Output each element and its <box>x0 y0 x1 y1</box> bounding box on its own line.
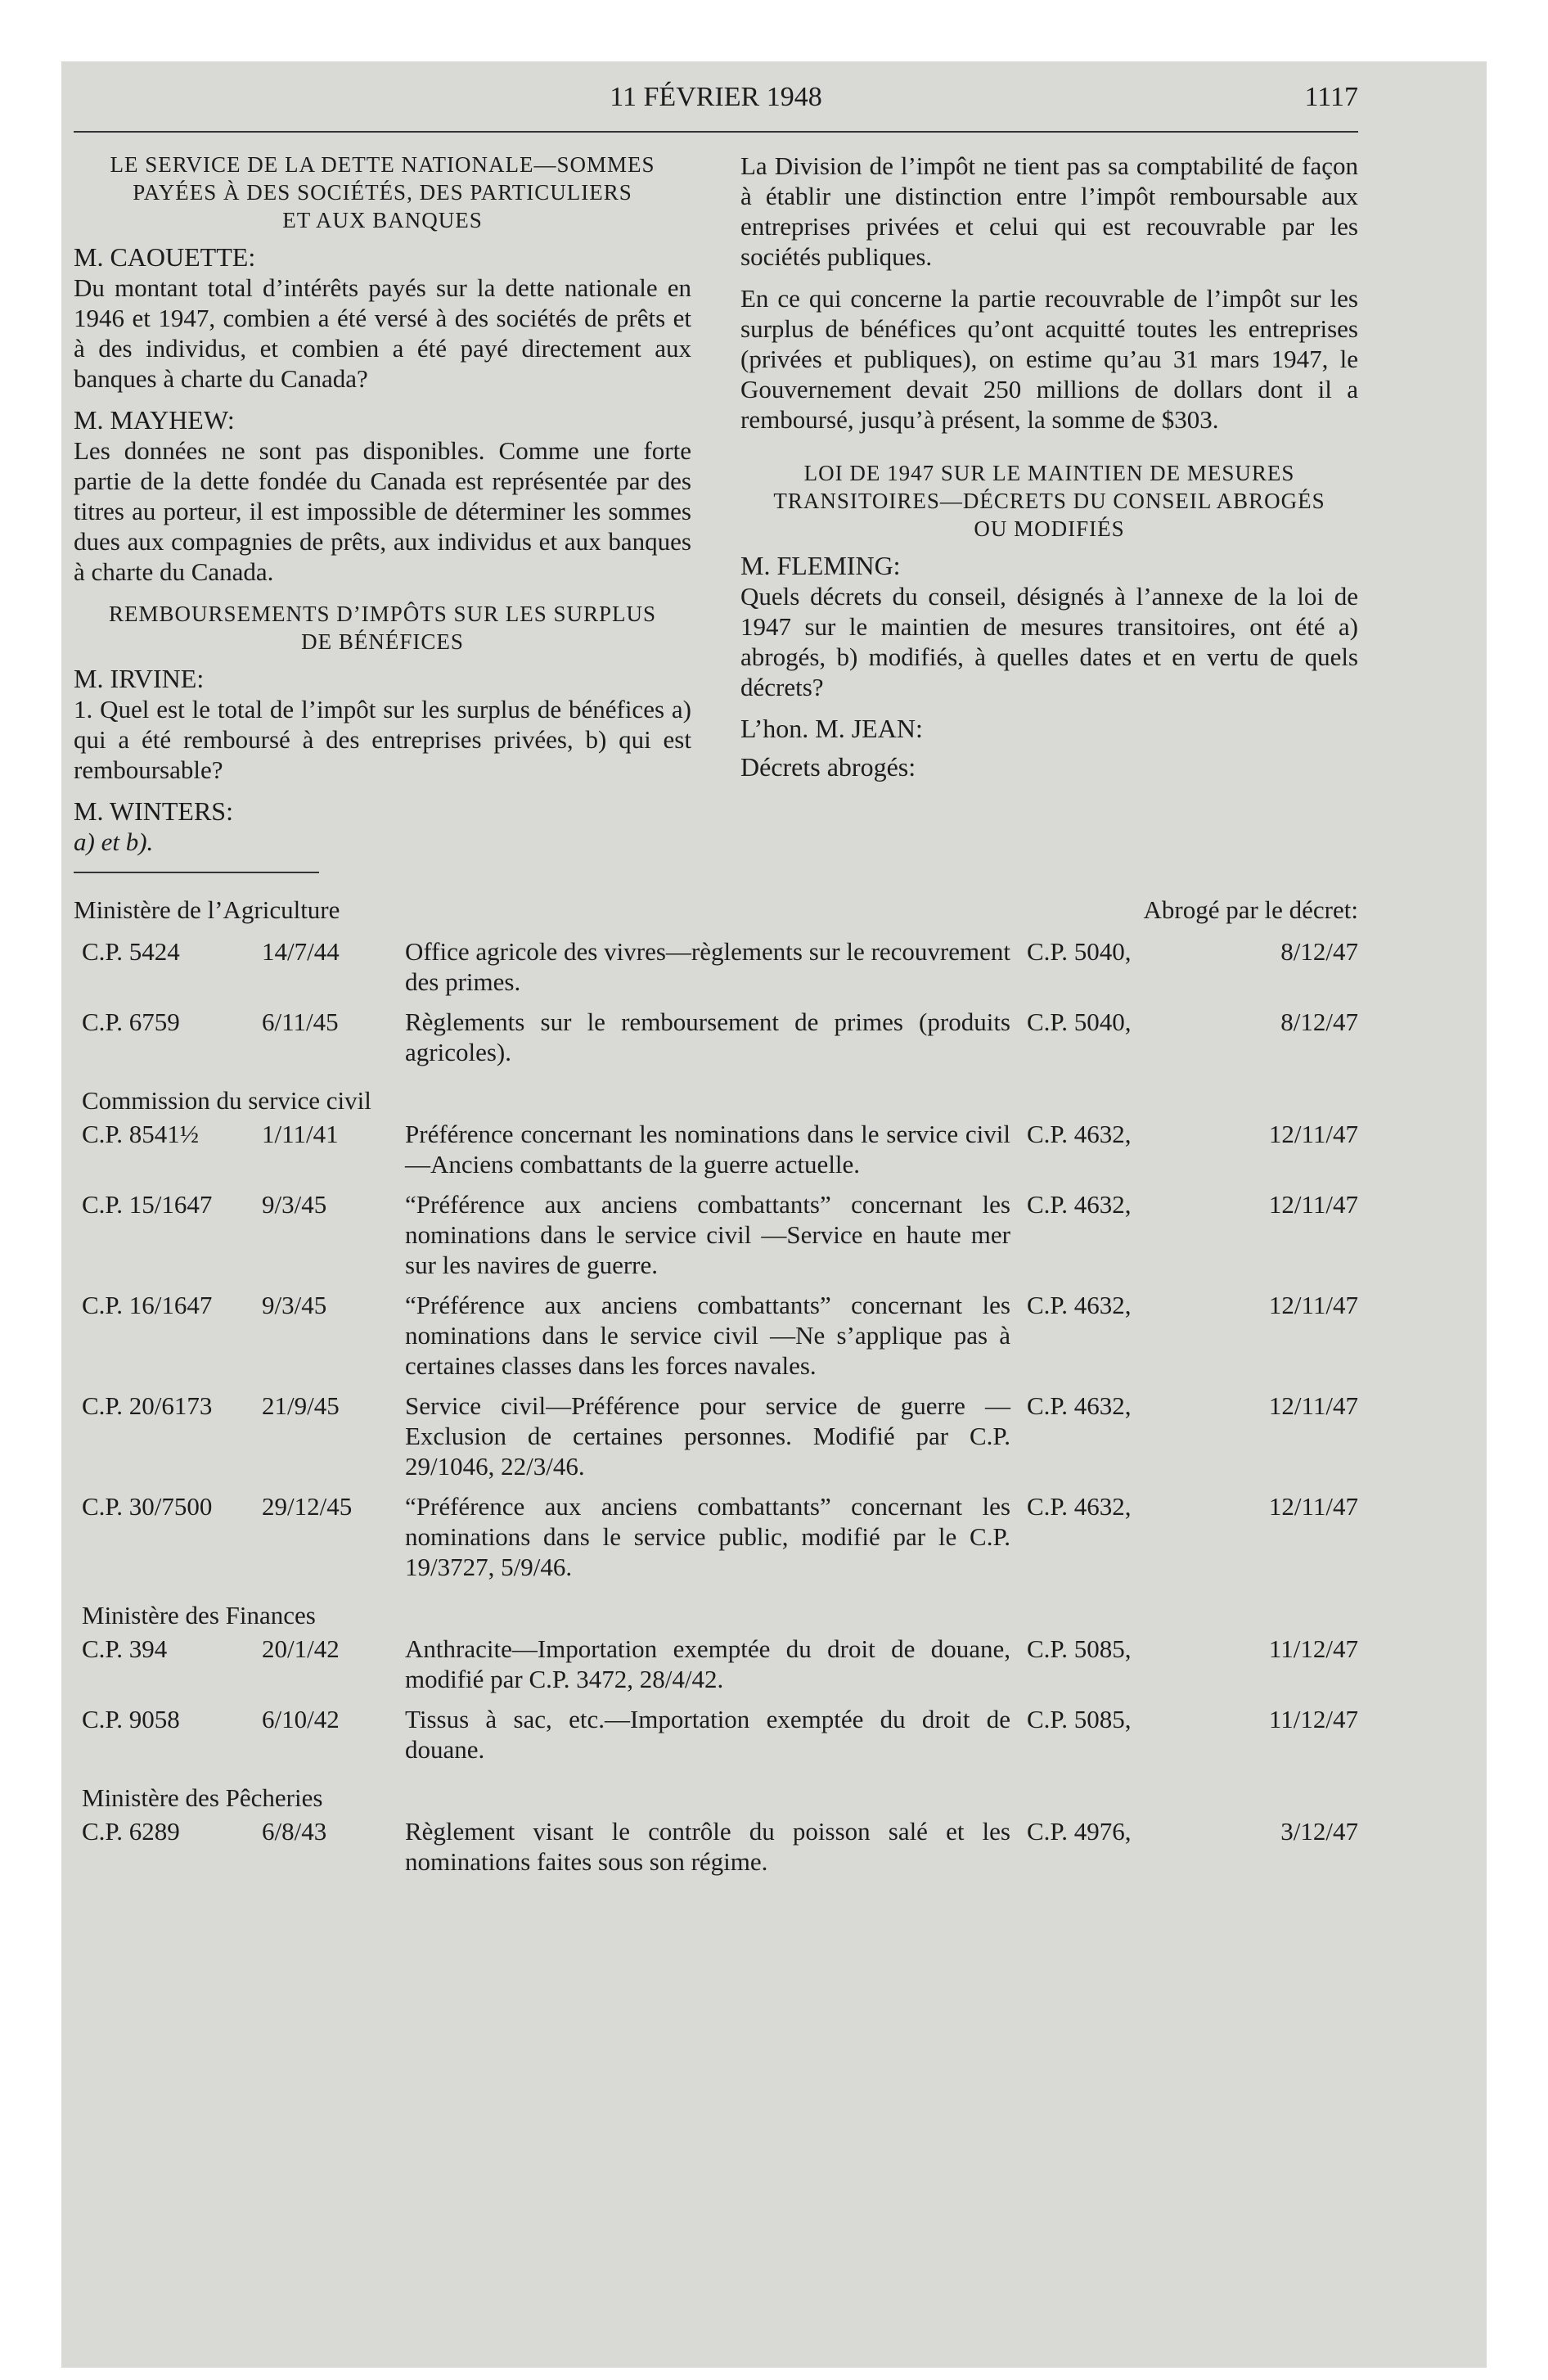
repealed-by: C.P. 5085, <box>1027 1705 1132 1733</box>
table-row <box>74 936 1358 997</box>
section-loi-1947 <box>740 459 1358 782</box>
table-row <box>74 1491 1358 1582</box>
paragraph: La Division de l’impôt ne tient pas sa comptabilité de façon à établir une distinction entre l’impôt remboursable aux entreprises privées et celui qui est recouvrable par les sociétés publiques. <box>740 151 1358 271</box>
cp-date: 9/3/45 <box>262 1190 327 1219</box>
repealed-date: 8/12/47 <box>1280 937 1358 966</box>
repealed-by: C.P. 4632, <box>1027 1291 1132 1319</box>
table-row <box>74 1391 1358 1481</box>
cp-date: 21/9/45 <box>262 1391 340 1420</box>
column-header-abroge: Abrogé par le décret: <box>1143 895 1358 924</box>
section-title-line: DE BÉNÉFICES <box>301 629 464 654</box>
repealed-date: 11/12/47 <box>1268 1634 1358 1663</box>
speaker-winters: M. WINTERS: <box>74 796 233 826</box>
decrets-table <box>74 895 1358 1877</box>
cp-date: 9/3/45 <box>262 1291 327 1319</box>
repealed-date: 11/12/47 <box>1268 1705 1358 1733</box>
page-date: 11 FÉVRIER 1948 <box>610 82 822 112</box>
section-title-line: LE SERVICE DE LA DETTE NATIONALE—SOMMES <box>110 152 655 177</box>
table-row <box>74 1007 1358 1067</box>
repealed-by: C.P. 4632, <box>1027 1391 1132 1420</box>
table-row <box>74 1189 1358 1280</box>
table-row <box>74 1119 1358 1179</box>
repealed-date: 12/11/47 <box>1268 1190 1358 1219</box>
cp-number: C.P. 6759 <box>82 1007 180 1036</box>
speaker-jean: L’hon. M. JEAN: <box>740 714 923 743</box>
cp-description: Office agricole des vivres—règlements sur le recouvrement des primes. <box>405 937 1010 996</box>
cp-description: “Préférence aux anciens combattants” concernant les nominations dans le service public, modifié par le C.P. 19/3727, 5/9/46. <box>405 1492 1010 1581</box>
dept-label-service-civil: Commission du service civil <box>82 1086 371 1115</box>
cp-date: 29/12/45 <box>262 1492 353 1521</box>
repealed-date: 12/11/47 <box>1268 1291 1358 1319</box>
table-row <box>74 1634 1358 1694</box>
page-header <box>74 82 1358 133</box>
repealed-by: C.P. 5085, <box>1027 1634 1132 1663</box>
cp-description: Préférence concernant les nominations dans le service civil—Anciens combattants de la guerre actuelle. <box>405 1120 1010 1179</box>
cp-description: Règlements sur le remboursement de primes (produits agricoles). <box>405 1007 1010 1066</box>
cp-number: C.P. 5424 <box>82 937 180 966</box>
question-text: Quels décrets du conseil, désignés à l’annexe de la loi de 1947 sur le maintien de mesures transitoires, ont été a) abrogés, b) modifiés, à quelles dates et en vertu de quels décrets? <box>740 582 1358 701</box>
left-column <box>74 151 691 873</box>
section-title-line: OU MODIFIÉS <box>974 516 1125 541</box>
paragraph: En ce qui concerne la partie recouvrable de l’impôt sur les surplus de bénéfices qu’ont acquitté toutes les entreprises (privées et publiques), on estime qu’au 31 mars 1947, le Gouvernement devait 250 millions de dollars dont il a remboursé, jusqu’à présent, la somme de $303. <box>740 284 1358 434</box>
answer-text: a) et b). <box>74 827 154 856</box>
section-title-line: REMBOURSEMENTS D’IMPÔTS SUR LES SURPLUS <box>108 602 657 626</box>
two-column-text <box>74 151 1358 873</box>
cp-date: 14/7/44 <box>262 937 340 966</box>
question-text: Du montant total d’intérêts payés sur la dette nationale en 1946 et 1947, combien a été versé à des sociétés de prêts et à des individus, et combien a été payé directement aux banques à charte du Canada? <box>74 273 691 393</box>
repealed-by: C.P. 5040, <box>1027 937 1132 966</box>
speaker-irvine: M. IRVINE: <box>74 664 205 693</box>
cp-date: 6/8/43 <box>262 1817 327 1846</box>
cp-date: 20/1/42 <box>262 1634 340 1663</box>
answer-text: Les données ne sont pas disponibles. Comme une forte partie de la dette fondée du Canada est représentée par des titres au porteur, il est impossible de déterminer les sommes dues aux compagnies de prêts, aux individus et aux banques à charte du Canada. <box>74 436 691 586</box>
speaker-mayhew: M. MAYHEW: <box>74 405 235 435</box>
section-title-line: ET AUX BANQUES <box>282 208 483 232</box>
repealed-by: C.P. 4632, <box>1027 1120 1132 1148</box>
table-row <box>74 1704 1358 1765</box>
cp-description: Anthracite—Importation exemptée du droit de douane, modifié par C.P. 3472, 28/4/42. <box>405 1634 1010 1693</box>
table-row <box>74 1290 1358 1381</box>
repealed-by: C.P. 4976, <box>1027 1817 1132 1846</box>
table-header <box>74 895 1358 925</box>
section-divider <box>74 872 319 873</box>
cp-date: 1/11/41 <box>262 1120 339 1148</box>
repealed-by: C.P. 5040, <box>1027 1007 1132 1036</box>
dept-label-agriculture: Ministère de l’Agriculture <box>74 895 340 924</box>
cp-date: 6/11/45 <box>262 1007 339 1036</box>
repealed-date: 12/11/47 <box>1268 1492 1358 1521</box>
page-content <box>74 82 1358 1886</box>
section-title-line: TRANSITOIRES—DÉCRETS DU CONSEIL ABROGÉS <box>773 489 1325 513</box>
cp-number: C.P. 9058 <box>82 1705 180 1733</box>
repealed-by: C.P. 4632, <box>1027 1492 1132 1521</box>
cp-number: C.P. 30/7500 <box>82 1492 213 1521</box>
cp-date: 6/10/42 <box>262 1705 340 1733</box>
cp-description: Tissus à sac, etc.—Importation exemptée du droit de douane. <box>405 1705 1010 1764</box>
cp-description: Règlement visant le contrôle du poisson salé et les nominations faites sous son régime. <box>405 1817 1010 1876</box>
repealed-by: C.P. 4632, <box>1027 1190 1132 1219</box>
cp-description: “Préférence aux anciens combattants” concernant les nominations dans le service civil —Ne s’applique pas à certaines classes dans les forces navales. <box>405 1291 1010 1380</box>
repealed-date: 8/12/47 <box>1280 1007 1358 1036</box>
cp-number: C.P. 20/6173 <box>82 1391 213 1420</box>
repealed-date: 3/12/47 <box>1280 1817 1358 1846</box>
dept-label-finances: Ministère des Finances <box>82 1601 316 1629</box>
cp-number: C.P. 16/1647 <box>82 1291 213 1319</box>
cp-number: C.P. 8541½ <box>82 1120 199 1148</box>
speaker-fleming: M. FLEMING: <box>740 551 901 580</box>
repealed-date: 12/11/47 <box>1268 1120 1358 1148</box>
dept-label-pecheries: Ministère des Pêcheries <box>82 1783 323 1812</box>
speaker-caouette: M. CAOUETTE: <box>74 242 256 272</box>
right-column <box>740 151 1358 873</box>
section-remboursements <box>74 600 691 857</box>
cp-description: Service civil—Préférence pour service de guerre —Exclusion de certaines personnes. Modifié par C.P. 29/1046, 22/3/46. <box>405 1391 1010 1481</box>
table-row <box>74 1816 1358 1877</box>
cp-description: “Préférence aux anciens combattants” concernant les nominations dans le service civil —Service en haute mer sur les navires de guerre. <box>405 1190 1010 1279</box>
question-text: 1. Quel est le total de l’impôt sur les surplus de bénéfices a) qui a été remboursé à des entreprises privées, b) qui est remboursable? <box>74 695 691 784</box>
section-title-line: LOI DE 1947 SUR LE MAINTIEN DE MESURES <box>803 461 1295 485</box>
cp-number: C.P. 15/1647 <box>82 1190 213 1219</box>
cp-number: C.P. 394 <box>82 1634 168 1663</box>
repealed-date: 12/11/47 <box>1268 1391 1358 1420</box>
cp-number: C.P. 6289 <box>82 1817 180 1846</box>
section-dette-nationale <box>74 151 691 587</box>
page-number: 1117 <box>1304 82 1358 112</box>
subheading-decrets-abroges: Décrets abrogés: <box>740 752 916 782</box>
section-title-line: PAYÉES À DES SOCIÉTÉS, DES PARTICULIERS <box>133 180 632 205</box>
